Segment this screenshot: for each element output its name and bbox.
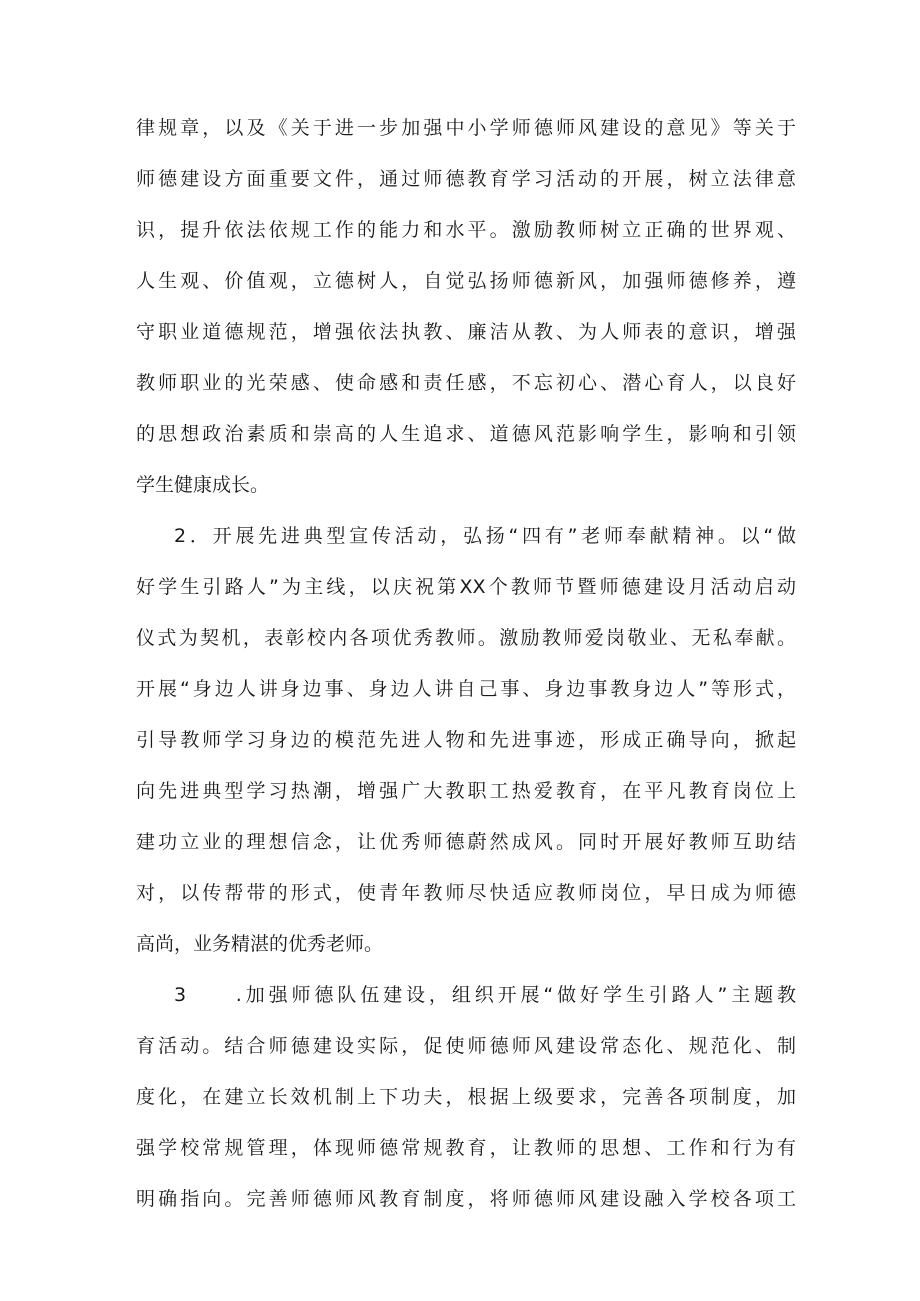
text-line: 守职业道德规范，增强依法执教、廉洁从教、为人师表的意识，增强 <box>136 321 796 343</box>
text-line: 人生观、价值观，立德树人，自觉弘扬师德新风，加强师德修养，遵 <box>136 270 796 292</box>
text-line: 识，提升依法依规工作的能力和水平。激励教师树立正确的世界观、 <box>136 219 796 241</box>
text-line: 度化，在建立长效机制上下功夫，根据上级要求，完善各项制度，加 <box>136 1086 796 1108</box>
paragraph-2-heading-line: 2．开展先进典型宣传活动，弘扬“四有”老师奉献精神。以“做 <box>174 525 796 547</box>
text-line: 律规章，以及《关于进一步加强中小学师德师风建设的意见》等关于 <box>136 117 796 139</box>
paragraph-3-heading-line: 3 .加强师德队伍建设，组织开展“做好学生引路人”主题教 <box>174 984 796 1006</box>
text-line: 好学生引路人”为主线，以庆祝第XX个教师节暨师德建设月活动启动 <box>136 576 796 598</box>
text-line: 开展“身边人讲身边事、身边人讲自己事、身边事教身边人”等形式， <box>136 678 796 700</box>
text-line: 师德建设方面重要文件，通过师德教育学习活动的开展，树立法律意 <box>136 168 796 190</box>
text-line: 教师职业的光荣感、使命感和责任感，不忘初心、潜心育人，以良好 <box>136 372 796 394</box>
text-line: 引导教师学习身边的模范先进人物和先进事迹，形成正确导向，掀起 <box>136 729 796 751</box>
text-line: 高尚，业务精湛的优秀老师。 <box>136 933 384 955</box>
text-line: 建功立业的理想信念，让优秀师德蔚然成风。同时开展好教师互助结 <box>136 831 796 853</box>
text-line: 育活动。结合师德建设实际，促使师德师风建设常态化、规范化、制 <box>136 1035 796 1057</box>
text-line: 向先进典型学习热潮，增强广大教职工热爱教育，在平凡教育岗位上 <box>136 780 796 802</box>
text-line: 的思想政治素质和崇高的人生追求、道德风范影响学生，影响和引领 <box>136 423 796 445</box>
text-line: 明确指向。完善师德师风教育制度，将师德师风建设融入学校各项工 <box>136 1188 796 1210</box>
text-line: 仪式为契机，表彰校内各项优秀教师。激励教师爱岗敬业、无私奉献。 <box>136 627 796 649</box>
text-line: 学生健康成长。 <box>136 474 270 496</box>
text-line: 强学校常规管理，体现师德常规教育，让教师的思想、工作和行为有 <box>136 1137 796 1159</box>
text-line: 对，以传帮带的形式，使青年教师尽快适应教师岗位，早日成为师德 <box>136 882 796 904</box>
